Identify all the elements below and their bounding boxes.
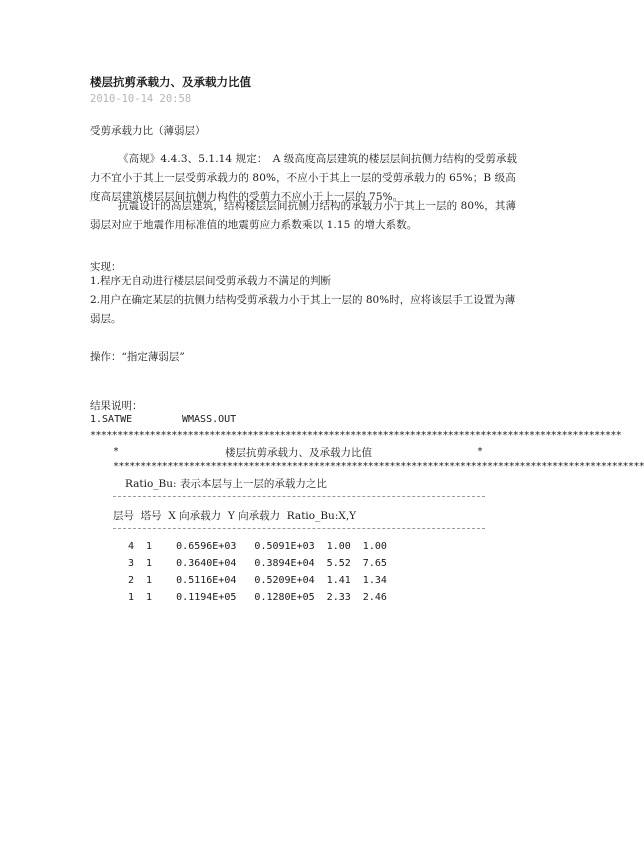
table-row: 3 1 0.3640E+04 0.3894E+04 5.52 7.65	[128, 558, 387, 569]
section-heading-shear-ratio: 受剪承载力比（薄弱层）	[90, 125, 206, 137]
dashed-divider	[113, 528, 485, 529]
file-prefix: 1.SATWE	[90, 414, 133, 425]
implementation-list	[90, 272, 520, 329]
star-left: *	[113, 446, 120, 457]
post-date: 2010-10-14 20:58	[90, 93, 192, 105]
code-paragraph: 《高规》4.4.3、5.1.14 规定： A 级高度高层建筑的楼层层间抗侧力结构的受剪承载力不宜小于其上一层受剪承载力的 80%，不应小于其上一层的受剪承载力的 65%；B 级高度高层建筑楼层层间抗侧力构件的受剪力不应小于上一层的 75%。	[90, 153, 518, 203]
implementation-item: 弱层。	[90, 313, 122, 325]
file-name: WMASS.OUT	[182, 414, 237, 425]
box-title: 楼层抗剪承载力、及承载力比值	[225, 447, 372, 459]
table-row: 2 1 0.5116E+04 0.5209E+04 1.41 1.34	[128, 575, 387, 586]
column-headers: 层号 塔号 X 向承载力 Y 向承载力 Ratio_Bu:X,Y	[113, 510, 357, 522]
dashed-divider	[113, 496, 485, 497]
ratio-note: Ratio_Bu: 表示本层与上一层的承载力之比	[125, 478, 327, 490]
operation-text: 操作：“指定薄弱层”	[90, 351, 185, 363]
table-row: 1 1 0.1194E+05 0.1280E+05 2.33 2.46	[128, 592, 387, 603]
seismic-paragraph: 抗震设计的高层建筑，结构楼层层间抗侧力结构的承载力小于其上一层的 80%，其薄弱层对应于地震作用标准值的地震剪应力系数乘以 1.15 的增大系数。	[90, 200, 517, 231]
star-border-top: **************************************************************************************************	[90, 430, 622, 441]
implementation-item: 1.程序无自动进行楼层层间受剪承载力不满足的判断	[90, 275, 332, 287]
star-right: *	[477, 446, 484, 457]
table-row: 4 1 0.6596E+03 0.5091E+03 1.00 1.00	[128, 541, 387, 552]
implementation-heading: 实现：	[90, 261, 122, 273]
implementation-item: 2.用户在确定某层的抗侧力结构受剪承载力小于其上一层的 80%时，应将该层手工设置为薄	[90, 294, 516, 306]
page-title: 楼层抗剪承载力、及承载力比值	[90, 75, 251, 89]
star-border-bottom: **************************************************************************************************	[113, 461, 644, 472]
result-heading: 结果说明：	[90, 400, 143, 412]
